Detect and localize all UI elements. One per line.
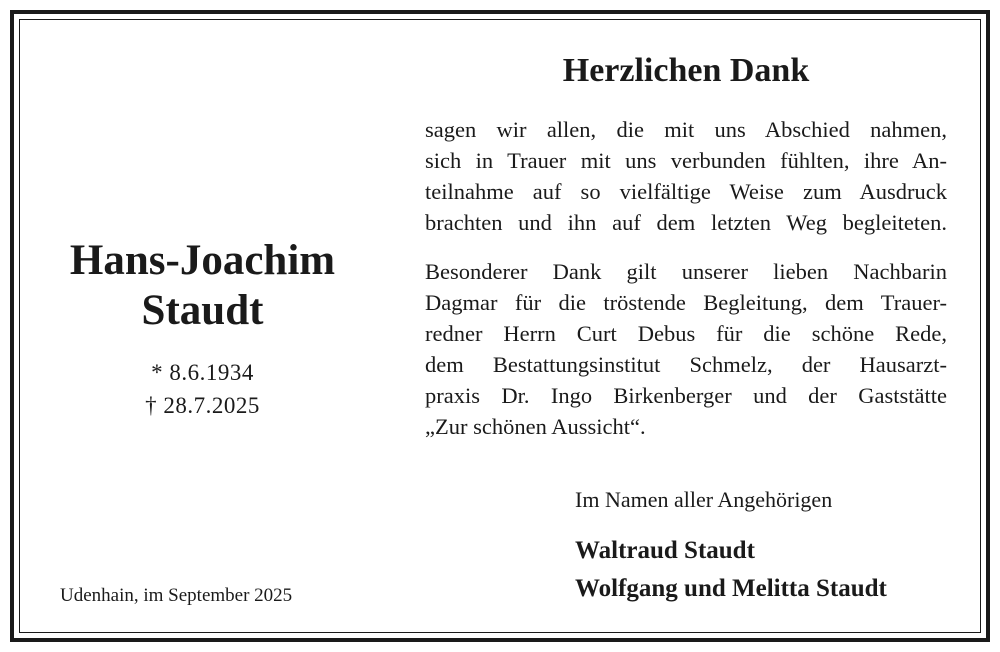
deceased-last-name: Staudt (141, 287, 264, 334)
birth-date: * 8.6.1934 (151, 360, 254, 385)
death-date: † 28.7.2025 (145, 393, 260, 418)
signature-name: Waltraud Staudt (575, 537, 755, 564)
thanks-paragraph-1 (425, 114, 947, 238)
paragraph-line: dem Bestattungsinstitut Schmelz, der Hausarzt- (425, 352, 947, 377)
paragraph-line: sich in Trauer mit uns verbunden fühlten, ihre An- (425, 148, 947, 173)
paragraph-line: sagen wir allen, die mit uns Abschied nahmen, (425, 117, 947, 142)
paragraph-line: praxis Dr. Ingo Birkenberger und der Gaststätte (425, 383, 947, 408)
deceased-name (30, 236, 375, 336)
paragraph-line: redner Herrn Curt Debus für die schöne Rede, (425, 321, 947, 346)
paragraph-line: „Zur schönen Aussicht“. (425, 414, 646, 439)
paragraph-line: Besonderer Dank gilt unserer lieben Nachbarin (425, 259, 947, 284)
heading: Herzlichen Dank (562, 52, 810, 89)
thanks-paragraph-2 (425, 256, 947, 442)
paragraph-line: Dagmar für die tröstende Begleitung, dem Trauer- (425, 290, 947, 315)
deceased-first-name: Hans-Joachim (69, 237, 336, 284)
signature-name: Wolfgang und Melitta Staudt (575, 575, 887, 602)
paragraph-line: brachten und ihn auf dem letzten Weg begleiteten. (425, 210, 947, 235)
life-dates (30, 356, 375, 422)
signature-intro: Im Namen aller Angehörigen (575, 487, 833, 512)
signature-names (575, 532, 887, 608)
place-date: Udenhain, im September 2025 (60, 585, 293, 606)
paragraph-line: teilnahme auf so vielfältige Weise zum Ausdruck (425, 179, 947, 204)
